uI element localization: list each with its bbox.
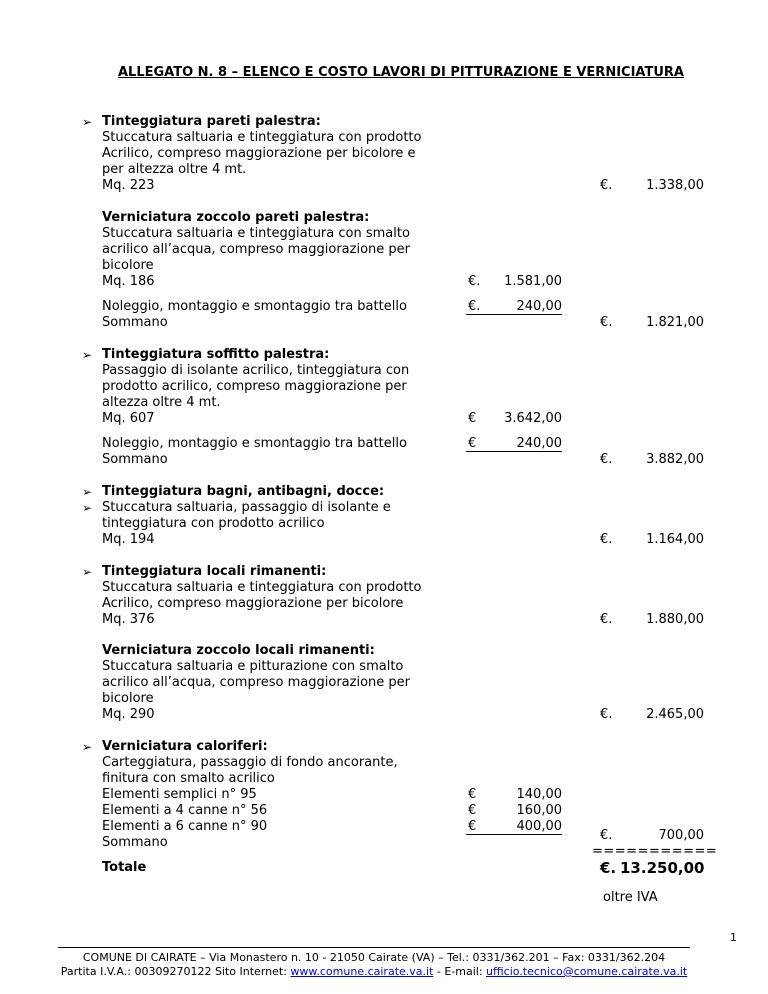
footer-contacts <box>58 965 690 979</box>
section-extra <box>102 299 422 331</box>
section-line: Acrilico, compreso maggiorazione per bicolore <box>102 596 404 611</box>
section-caloriferi <box>102 739 422 851</box>
section-line: Stuccatura saltuaria e tinteggiatura con prodotto <box>102 580 422 595</box>
currency-symbol: € <box>468 803 477 818</box>
section-line: tinteggiatura con prodotto acrilico <box>102 516 325 531</box>
email-prefix-text: - E-mail: <box>433 965 487 978</box>
section-heading: Tinteggiatura soffitto palestra: <box>102 347 330 362</box>
sum-label: Sommano <box>102 452 168 467</box>
section-line: Mq. 290 <box>102 707 155 722</box>
sum-label: Sommano <box>102 835 168 850</box>
currency-symbol: €. <box>600 859 617 877</box>
line-amount: 240,00 <box>516 436 562 451</box>
section-line: bicolore <box>102 258 154 273</box>
section-extra <box>102 436 422 468</box>
section-line: Stuccatura saltuaria e tinteggiatura con smalto <box>102 226 410 241</box>
bullet-arrow-icon: ➢ <box>82 115 93 129</box>
currency-symbol: € <box>468 819 477 834</box>
section-line: Stuccatura saltuaria, passaggio di isolante e <box>102 500 391 515</box>
footer-divider <box>58 947 690 948</box>
currency-symbol: €. <box>468 274 481 289</box>
section-line: prodotto acrilico, compreso maggiorazione per <box>102 379 407 394</box>
bullet-arrow-icon: ➢ <box>82 565 93 579</box>
section-total: 700,00 <box>658 828 704 843</box>
currency-symbol: €. <box>600 612 613 627</box>
section-line: Stuccatura saltuaria e pitturazione con smalto <box>102 659 404 674</box>
line-amount: 240,00 <box>516 299 562 314</box>
extra-line: Noleggio, montaggio e smontaggio tra battello <box>102 299 407 314</box>
section-zoccolo-palestra <box>102 210 422 290</box>
currency-symbol: €. <box>600 828 613 843</box>
section-total: 3.882,00 <box>646 452 704 467</box>
section-pareti-palestra <box>102 114 422 194</box>
vat-number-text: Partita I.V.A.: 00309270122 Sito Internet: <box>60 965 291 978</box>
currency-symbol: €. <box>600 532 613 547</box>
line-amount: 3.642,00 <box>504 411 562 426</box>
section-line: Elementi a 6 canne n° 90 <box>102 819 268 834</box>
section-zoccolo-locali <box>102 643 422 723</box>
section-line: Elementi semplici n° 95 <box>102 787 257 802</box>
currency-symbol: € <box>468 787 477 802</box>
section-heading: Verniciatura zoccolo locali rimanenti: <box>102 643 375 658</box>
line-amount: 400,00 <box>516 819 562 834</box>
bullet-arrow-icon: ➢ <box>82 485 93 499</box>
section-total: 2.465,00 <box>646 707 704 722</box>
section-soffitto-palestra <box>102 347 422 427</box>
section-line: Elementi a 4 canne n° 56 <box>102 803 268 818</box>
total-label: Totale <box>102 860 147 875</box>
subtotal-underline <box>466 451 562 452</box>
section-heading: Tinteggiatura bagni, antibagni, docce: <box>102 484 385 499</box>
section-line: per altezza oltre 4 mt. <box>102 162 247 177</box>
line-amount: 160,00 <box>516 803 562 818</box>
subtotal-underline <box>466 834 562 835</box>
section-line: Carteggiatura, passaggio di fondo ancorante, <box>102 755 398 770</box>
section-line: acrilico all’acqua, compreso maggiorazione per <box>102 242 410 257</box>
section-line: Passaggio di isolante acrilico, tinteggiatura con <box>102 363 410 378</box>
line-amount: 1.581,00 <box>504 274 562 289</box>
currency-symbol: €. <box>600 452 613 467</box>
line-amount: 140,00 <box>516 787 562 802</box>
page-number: 1 <box>730 931 737 944</box>
section-line: Mq. 607 <box>102 411 155 426</box>
currency-symbol: €. <box>600 707 613 722</box>
section-total: 1.338,00 <box>646 178 704 193</box>
grand-total: 13.250,00 <box>620 859 705 877</box>
section-total: 1.164,00 <box>646 532 704 547</box>
bullet-arrow-icon: ➢ <box>82 501 93 515</box>
section-line: Mq. 223 <box>102 178 155 193</box>
document-title: ALLEGATO N. 8 – ELENCO E COSTO LAVORI DI PITTURAZIONE E VERNICIATURA <box>118 65 684 80</box>
section-heading: Verniciatura zoccolo pareti palestra: <box>102 210 370 225</box>
section-heading: Tinteggiatura pareti palestra: <box>102 114 321 129</box>
section-line: acrilico all’acqua, compreso maggiorazione per <box>102 675 410 690</box>
section-line: Mq. 376 <box>102 612 155 627</box>
vat-note: oltre IVA <box>603 890 658 905</box>
section-line: altezza oltre 4 mt. <box>102 395 221 410</box>
currency-symbol: € <box>468 436 477 451</box>
section-total: 1.880,00 <box>646 612 704 627</box>
section-total: 1.821,00 <box>646 315 704 330</box>
extra-line: Noleggio, montaggio e smontaggio tra battello <box>102 436 407 451</box>
website-link[interactable]: www.comune.cairate.va.it <box>290 965 434 978</box>
section-line: Stuccatura saltuaria e tinteggiatura con prodotto <box>102 130 422 145</box>
currency-symbol: € <box>468 411 477 426</box>
email-link[interactable]: ufficio.tecnico@comune.cairate.va.it <box>486 965 688 978</box>
section-bagni <box>102 484 422 548</box>
section-line: Mq. 186 <box>102 274 155 289</box>
bullet-arrow-icon: ➢ <box>82 348 93 362</box>
section-line: Acrilico, compreso maggiorazione per bicolore e <box>102 146 416 161</box>
section-line: bicolore <box>102 691 154 706</box>
currency-symbol: €. <box>600 178 613 193</box>
bullet-arrow-icon: ➢ <box>82 740 93 754</box>
currency-symbol: €. <box>468 299 481 314</box>
section-locali-rimanenti <box>102 564 422 628</box>
currency-symbol: €. <box>600 315 613 330</box>
section-line: Mq. 194 <box>102 532 155 547</box>
total-separator: =========== <box>592 844 718 859</box>
section-heading: Verniciatura caloriferi: <box>102 739 268 754</box>
subtotal-underline <box>466 314 562 315</box>
section-line: finitura con smalto acrilico <box>102 771 275 786</box>
sum-label: Sommano <box>102 315 168 330</box>
section-heading: Tinteggiatura locali rimanenti: <box>102 564 327 579</box>
footer-address: COMUNE DI CAIRATE – Via Monastero n. 10 - 21050 Cairate (VA) – Tel.: 0331/362.201 – Fax: 0331/362.204 <box>82 951 666 964</box>
